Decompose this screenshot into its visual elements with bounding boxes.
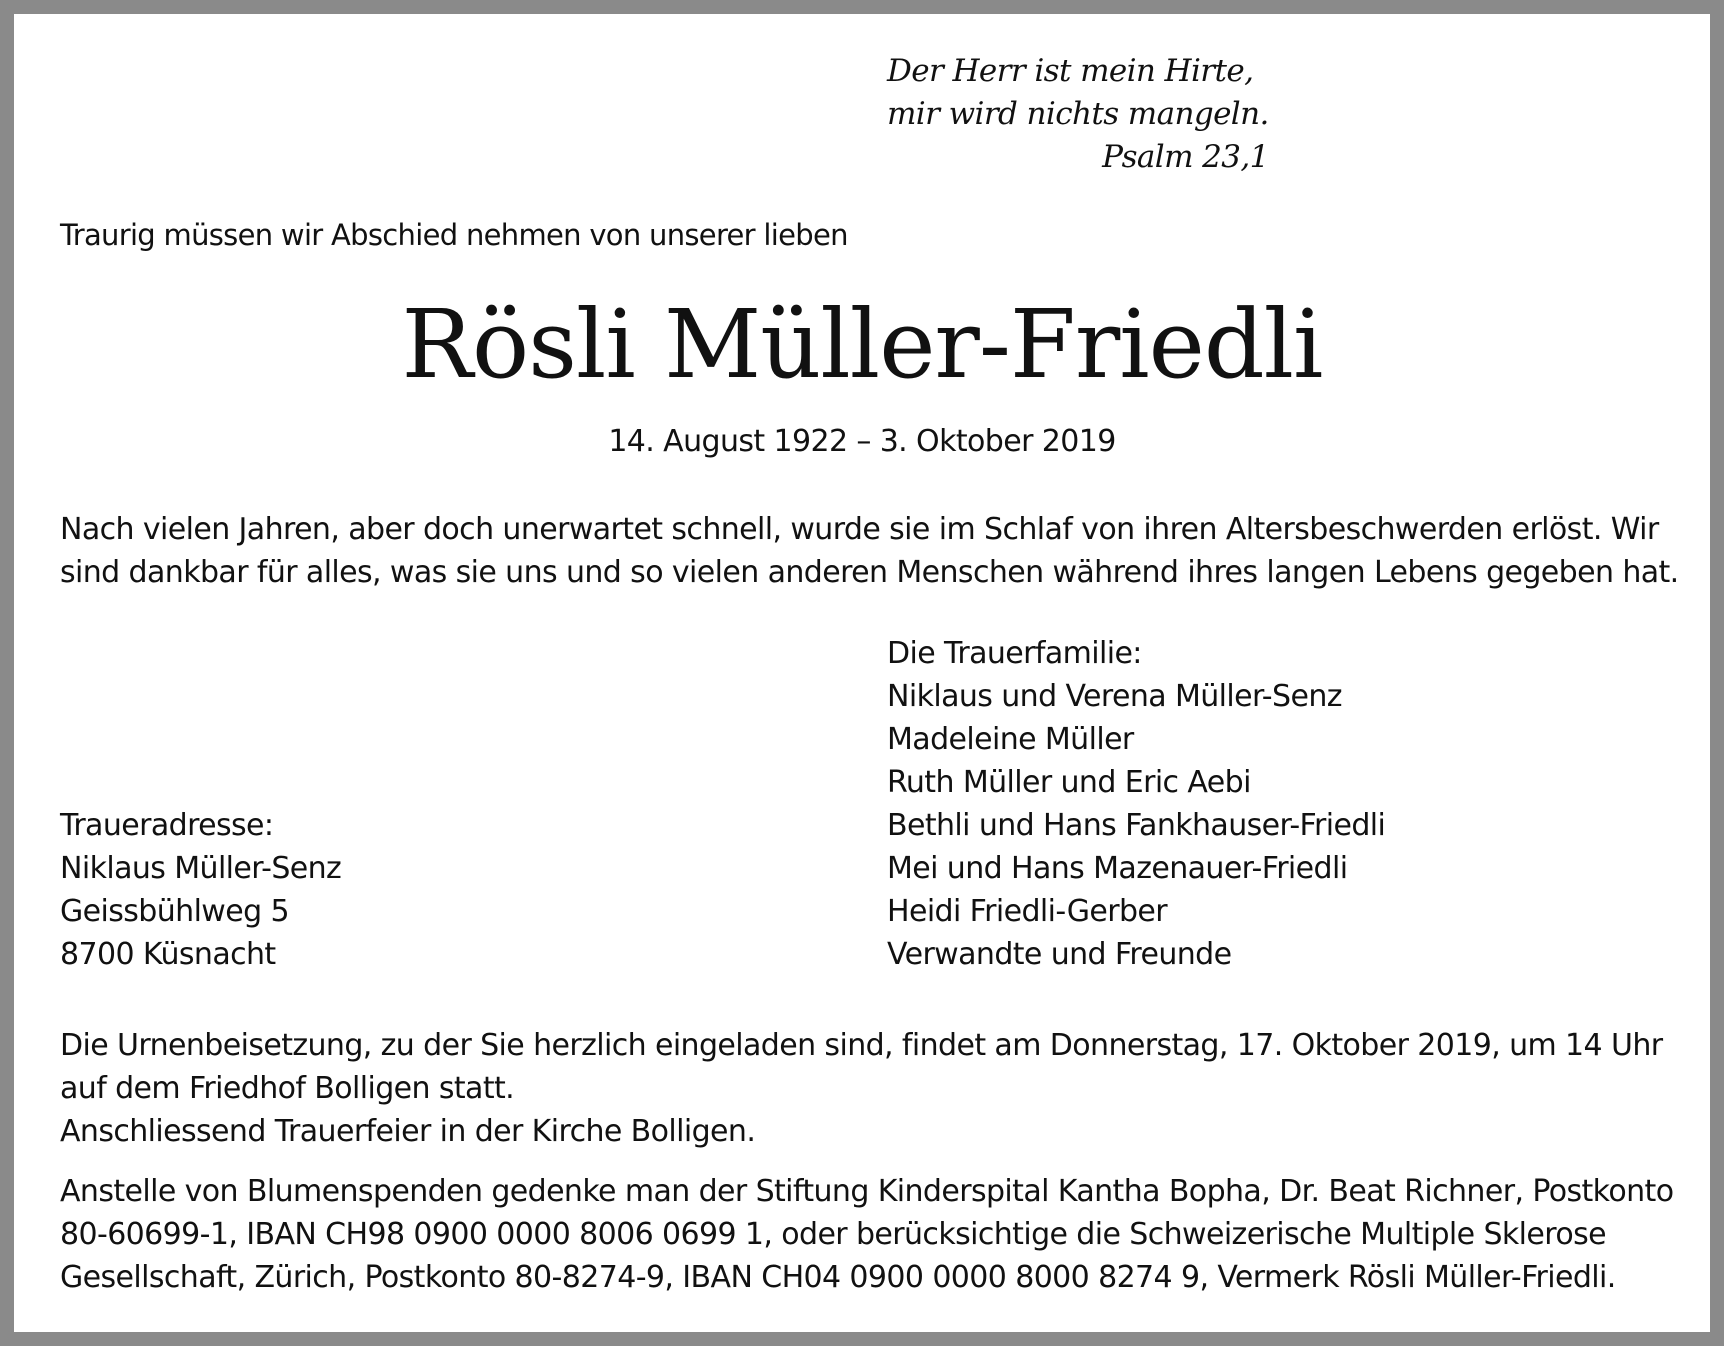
life-dates: 14. August 1922 – 3. Oktober 2019: [608, 424, 1116, 459]
address-line: Niklaus Müller-Senz: [60, 851, 342, 886]
address-heading: Traueradresse:: [60, 808, 274, 843]
message-paragraph: [60, 508, 1679, 594]
deceased-name: Rösli Müller-Friedli: [401, 290, 1323, 400]
family-member: Mei und Hans Mazenauer-Friedli: [887, 851, 1348, 886]
verse-line-1: Der Herr ist mein Hirte,: [887, 53, 1254, 89]
address-line: Geissbühlweg 5: [60, 894, 289, 929]
mourning-family: [887, 632, 1385, 976]
donation-paragraph: [60, 1170, 1672, 1299]
family-heading: Die Trauerfamilie:: [887, 636, 1142, 671]
family-member: Verwandte und Freunde: [887, 937, 1232, 972]
ceremony-line: Die Urnenbeisetzung, zu der Sie herzlich eingeladen sind, findet am Donnerstag, 17. Oktober 2019, um 14 Uhr: [60, 1028, 1663, 1063]
donation-line: 80-60699-1, IBAN CH98 0900 0000 8006 0699 1, oder berücksichtige die Schweizerische Multiple Sklerose: [60, 1217, 1606, 1252]
family-member: Ruth Müller und Eric Aebi: [887, 765, 1251, 800]
donation-line: Anstelle von Blumenspenden gedenke man der Stiftung Kinderspital Kantha Bopha, Dr. Beat Richner, Postkonto: [60, 1174, 1674, 1209]
address-line: 8700 Küsnacht: [60, 937, 276, 972]
ceremony-paragraph: [60, 1024, 1672, 1153]
intro-text: Traurig müssen wir Abschied nehmen von unserer lieben: [60, 218, 848, 252]
mourning-address: [60, 804, 341, 976]
ceremony-line: auf dem Friedhof Bolligen statt.: [60, 1071, 515, 1106]
verse-reference: Psalm 23,1: [1102, 139, 1269, 175]
message-line: sind dankbar für alles, was sie uns und so vielen anderen Menschen während ihres langen Lebens gegeben hat.: [60, 555, 1679, 590]
family-member: Madeleine Müller: [887, 722, 1134, 757]
obituary-page: [14, 14, 1710, 1332]
family-member: Bethli und Hans Fankhauser-Friedli: [887, 808, 1386, 843]
message-line: Nach vielen Jahren, aber doch unerwartet schnell, wurde sie im Schlaf von ihren Altersbeschwerden erlöst. Wir: [60, 512, 1659, 547]
donation-line: Gesellschaft, Zürich, Postkonto 80-8274-9, IBAN CH04 0900 0000 8000 8274 9, Vermerk Rösli Müller-Friedli.: [60, 1260, 1616, 1295]
ceremony-line: Anschliessend Trauerfeier in der Kirche Bolligen.: [60, 1114, 756, 1149]
bible-verse: [887, 50, 1269, 179]
verse-line-2: mir wird nichts mangeln.: [887, 96, 1269, 132]
family-member: Heidi Friedli-Gerber: [887, 894, 1167, 929]
family-member: Niklaus und Verena Müller-Senz: [887, 679, 1342, 714]
